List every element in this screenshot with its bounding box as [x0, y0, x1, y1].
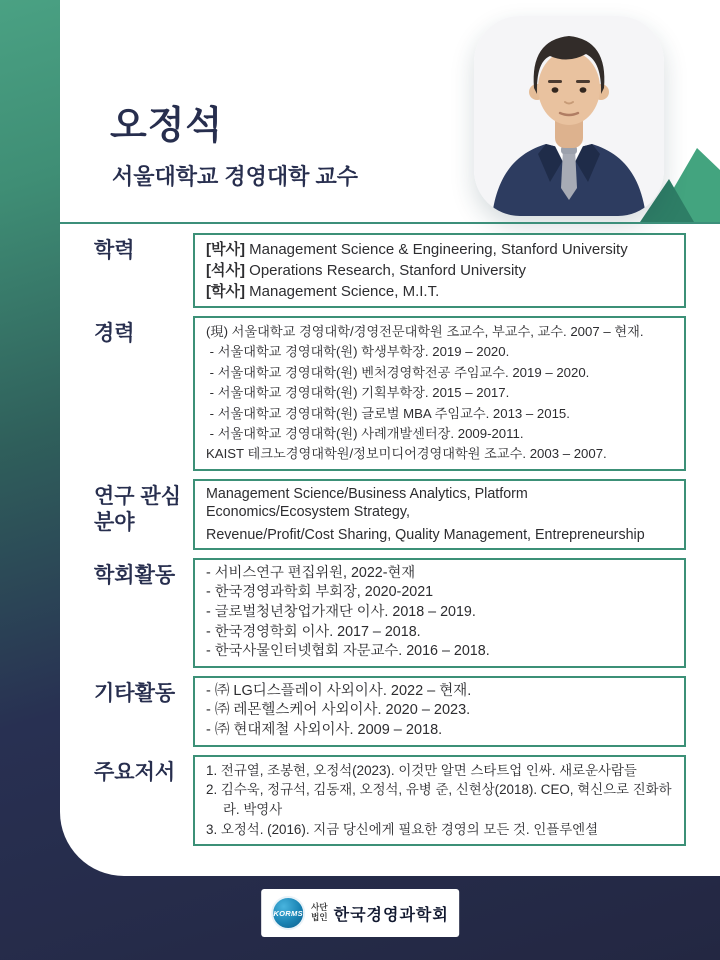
- section-line: 3. 오정석. (2016). 지금 당신에게 필요한 경영의 모든 것. 인플루엔셜: [206, 821, 599, 837]
- section-line: - 서울대학교 경영대학(원) 기획부학장. 2015 – 2017.: [206, 385, 510, 401]
- section-line: - 한국사물인터넷협회 자문교수. 2016 – 2018.: [206, 643, 490, 660]
- section-line: 2. 김수욱, 정규석, 김동재, 오정석, 유병 준, 신현상(2018). CEO, 혁신으로 진화하라. 박영사: [206, 782, 672, 818]
- profile-card: [60, 0, 720, 876]
- section-line: Management Science/Business Analytics, Platform Economics/Ecosystem Strategy,: [206, 485, 532, 520]
- section-line: - 서울대학교 경영대학(원) 사례개발센터장. 2009-2011.: [206, 426, 524, 442]
- section-education: [94, 233, 686, 308]
- professor-photo: [474, 16, 664, 216]
- section-line: - ㈜ LG디스플레이 사외이사. 2022 – 현재.: [206, 682, 472, 699]
- profile-sections: [94, 233, 686, 854]
- korms-logo-text: KORMS: [273, 908, 303, 918]
- portrait-illustration: [474, 16, 664, 216]
- section-box: [193, 676, 686, 747]
- professor-title: 서울대학교 경영대학 교수: [112, 164, 358, 189]
- section-label: 학회활동: [94, 563, 176, 587]
- section-box: [193, 316, 686, 471]
- section-line: [학사] Management Science, M.I.T.: [206, 283, 440, 300]
- org-name: 한국경영과학회: [333, 906, 449, 924]
- section-label: 주요저서: [94, 760, 176, 784]
- korms-globe-icon: [271, 896, 305, 930]
- section-line: - ㈜ 레몬헬스케어 사외이사. 2020 – 2023.: [206, 702, 471, 719]
- section-publications: [94, 755, 686, 846]
- section-line: - 한국경영학회 이사. 2017 – 2018.: [206, 623, 421, 640]
- section-label: 기타활동: [94, 681, 176, 705]
- org-type-line: 법인: [311, 912, 328, 922]
- section-box: [193, 558, 686, 668]
- section-label: 연구 관심분야: [94, 484, 181, 535]
- section-line: - 한국경영과학회 부회장, 2020-2021: [206, 584, 434, 601]
- section-line: - 서울대학교 경영대학(원) 학생부학장. 2019 – 2020.: [206, 344, 510, 360]
- section-line: - 글로벌청년창업가재단 이사. 2018 – 2019.: [206, 604, 476, 621]
- section-label: 경력: [94, 322, 135, 345]
- section-career: [94, 316, 686, 471]
- section-line: - 서비스연구 편집위원, 2022-현재: [206, 564, 416, 581]
- section-box: [193, 755, 686, 846]
- header-divider: [60, 222, 720, 224]
- section-line: KAIST 테크노경영대학원/정보미디어경영대학원 조교수. 2003 – 2007.: [206, 446, 607, 462]
- section-line: Revenue/Profit/Cost Sharing, Quality Management, Entrepreneurship: [206, 526, 645, 543]
- section-label: 학력: [94, 239, 135, 262]
- section-other-activities: [94, 676, 686, 747]
- section-box: [193, 479, 686, 550]
- section-academic-activities: [94, 558, 686, 668]
- org-type-label: [311, 903, 327, 923]
- section-line: - 서울대학교 경영대학(원) 글로벌 MBA 주임교수. 2013 – 2015.: [206, 405, 570, 421]
- section-line: (現) 서울대학교 경영대학/경영전문대학원 조교수, 부교수, 교수. 2007 – 현재.: [206, 324, 644, 339]
- section-line: [석사] Operations Research, Stanford University: [206, 262, 526, 279]
- section-line: - 서울대학교 경영대학(원) 벤처경영학전공 주임교수. 2019 – 2020.: [206, 364, 590, 380]
- section-line: [박사] Management Science & Engineering, Stanford University: [206, 241, 628, 258]
- section-line: - ㈜ 현대제철 사외이사. 2009 – 2018.: [206, 722, 443, 738]
- korms-logo: [261, 889, 459, 937]
- section-box: [193, 233, 686, 308]
- section-line: 1. 전규열, 조봉현, 오정석(2023). 이것만 알면 스타트업 인싸. 새로운사람들: [206, 762, 637, 778]
- professor-name: 오정석: [110, 105, 224, 147]
- org-type-line: 사단: [311, 902, 328, 913]
- section-research: [94, 479, 686, 550]
